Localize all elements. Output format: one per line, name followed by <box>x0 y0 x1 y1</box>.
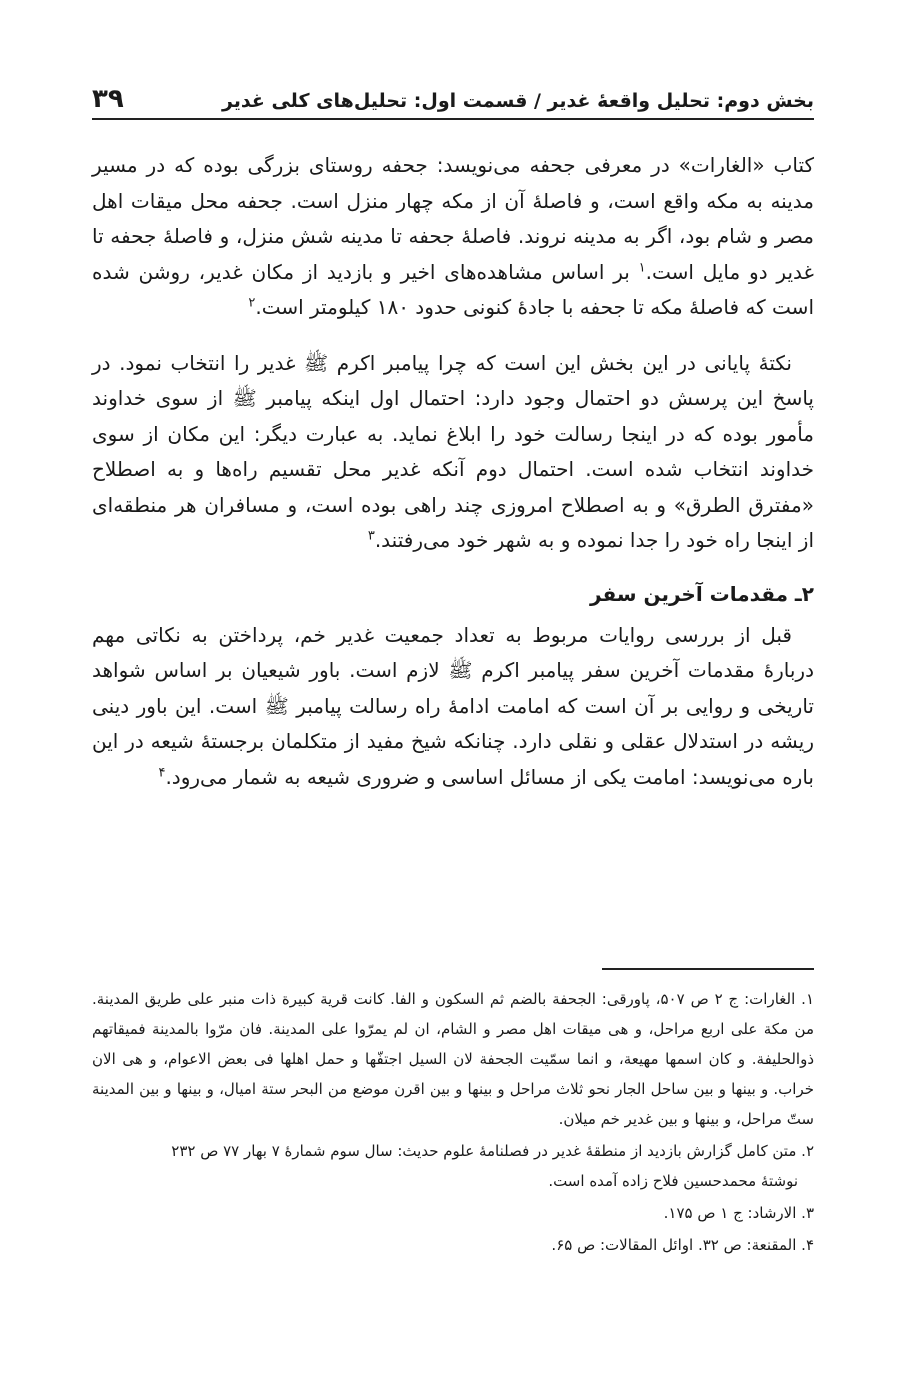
footnote-text: متن کامل گزارش بازدید از منطقهٔ غدیر در فصلنامهٔ علوم حدیث: سال سوم شمارهٔ ۷ بهار ۷۷ ص ۲۳۲ <box>171 1142 797 1160</box>
footnote-1 <box>92 984 814 1134</box>
paragraph-final-point <box>92 346 814 559</box>
page-number: ۳۹ <box>92 84 124 114</box>
footnote-number: ۱. <box>801 990 815 1008</box>
paragraph-text: بر اساس مشاهده‌های اخیر و بازدید از مکان غدیر، روشن شده است که فاصلهٔ مکه تا جحفه با جادهٔ کنونی حدود ۱۸۰ کیلومتر است. <box>92 259 814 319</box>
footnote-rule <box>602 968 814 970</box>
paragraph-jahfa <box>92 148 814 326</box>
section-heading: ۲ـ مقدمات آخرین سفر <box>590 581 814 606</box>
footnote-ref: ۴ <box>158 764 166 780</box>
footnote-ref: ۲ <box>248 295 256 311</box>
paragraph-text: نکتهٔ پایانی در این بخش این است که چرا پیامبر اکرم ﷺ غدیر را انتخاب نمود. در پاسخ این پرسش دو احتمال وجود دارد: احتمال اول اینکه پیامبر ﷺ از سوی خداوند مأمور بوده که در اینجا رسالت خود را ابلاغ نماید. به عبارت دیگر: این مکان از سوی خداوند انتخاب شده است. احتمال دوم آنکه غدیر محل تقسیم راه‌ها و به اصطلاح «مفترق الطرق» و به اصطلاح امروزی چند راهی بوده است، و مسافران هر منطقه‌ای از اینجا راه خود را جدا نموده و به شهر خود می‌رفتند. <box>92 350 814 552</box>
header-rule <box>92 118 814 120</box>
footnote-text: الغارات: ج ۲ ص ۵۰۷، پاورقی: الجحفة بالضم ثم السکون و الفا. کانت قریة کبیرة ذات منبر علی طریق المدینة. من مکة علی اربع مراحل، و هی میقات اهل مصر و الشام، ان لم یمرّوا علی المدینة. فان مرّوا بالمدینة فمیقاتهم ذوالحلیفة. و کان اسمها مهیعة، و انما سمّیت الجحفة لان السیل اجتفّها و حمل اهلها فی بعض الاعوام، و هی الان خراب. و بینها و بین ساحل الجار نحو ثلاث مراحل و بینها و بین اقرن موضع من البحر ستة امیال، و بینها و بین المدینة ستّ مراحل، و بینها و بین غدیر خم میلان. <box>92 990 814 1128</box>
page-header <box>92 72 814 112</box>
body-text <box>92 148 814 813</box>
paragraph-last-journey <box>92 618 814 796</box>
footnote-4 <box>92 1230 814 1260</box>
footnote-3 <box>92 1198 814 1228</box>
footnote-ref: ۳ <box>367 528 375 544</box>
footnote-number: ۳. <box>801 1204 814 1222</box>
footnote-ref: ۱ <box>638 259 646 275</box>
footnote-continuation: نوشتهٔ محمدحسین فلاح زاده آمده است. <box>548 1172 798 1190</box>
book-page <box>92 0 814 1390</box>
running-head: بخش دوم: تحلیل واقعهٔ غدیر / قسمت اول: تحلیل‌های کلی غدیر <box>221 90 814 112</box>
footnote-2 <box>92 1136 814 1196</box>
footnotes <box>92 984 814 1262</box>
footnote-number: ۴. <box>801 1236 814 1254</box>
footnote-text: المقنعة: ص ۳۲. اوائل المقالات: ص ۶۵. <box>551 1236 797 1254</box>
footnote-number: ۲. <box>801 1142 814 1160</box>
footnote-text: الارشاد: ج ۱ ص ۱۷۵. <box>663 1204 797 1222</box>
paragraph-text: کتاب «الغارات» در معرفی جحفه می‌نویسد: جحفه روستای بزرگی بوده که در مسیر مدینه به مکه واقع است، و فاصلهٔ آن از مکه چهار منزل است. جحفه محل میقات اهل مصر و شام بود، اگر به مدینه نروند. فاصلهٔ جحفه تا مدینه شش منزل، و فاصلهٔ جحفه تا غدیر دو مایل است. <box>92 153 814 284</box>
paragraph-text: قبل از بررسی روایات مربوط به تعداد جمعیت غدیر خم، پرداختن به نکاتی مهم دربارهٔ مقدمات آخرین سفر پیامبر اکرم ﷺ لازم است. باور شیعیان بر اساس شواهد تاریخی و روایی بر آن است که امامت ادامهٔ راه رسالت پیامبر ﷺ است. این باور دینی ریشه در استدلال عقلی و نقلی دارد. چنانکه شیخ مفید از متکلمان برجستهٔ شیعه در این باره می‌نویسد: امامت یکی از مسائل اساسی و ضروری شیعه به شمار می‌رود. <box>92 622 814 789</box>
